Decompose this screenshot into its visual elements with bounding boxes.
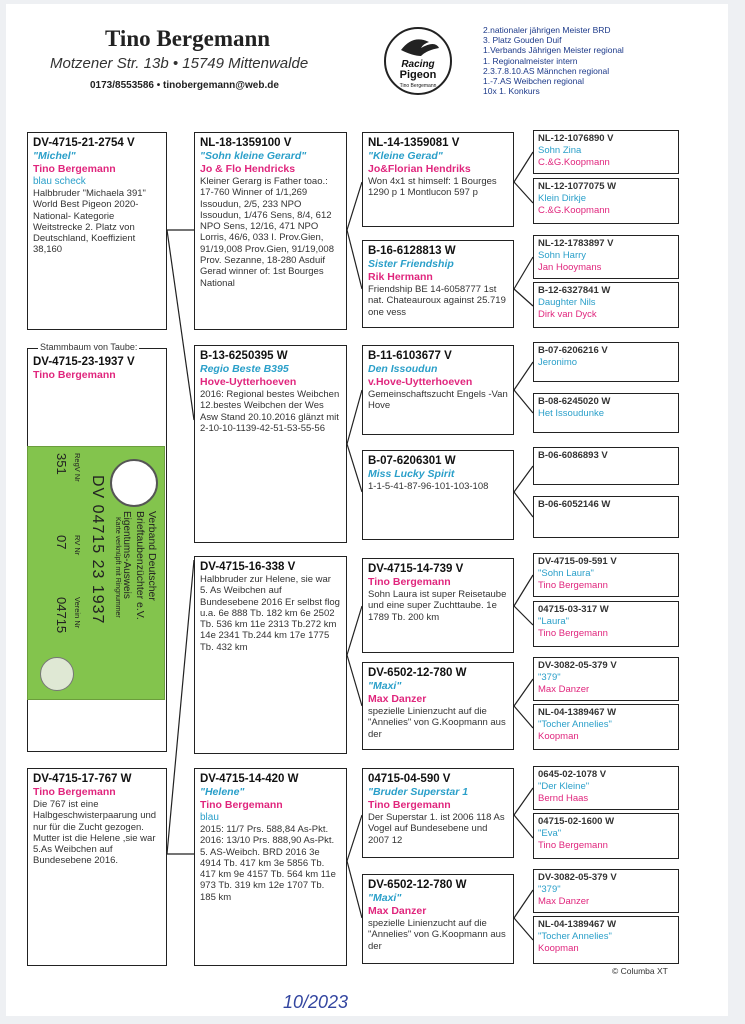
ring-number: B-13-6250395 W [200,350,288,362]
pigeon-description: spezielle Linienzucht auf die "Annelies" von G.Koopmann aus der [368,706,506,740]
ring-number: 04715-04-590 V [368,773,451,785]
owner-name: Rik Hermann [368,271,433,283]
pigeon-name: "Sohn kleine Gerard" [200,150,307,162]
owner-name: Tino Bergemann [200,799,283,811]
owner-name: Tino Bergemann [33,369,116,381]
owner-name: Hove-Uytterhoeven [200,376,297,388]
pigeon-ancestor: NL-12-1783897 V Sohn Harry Jan Hooymans [533,235,679,279]
achievement-item: 3. Platz Gouden Duif [483,35,562,46]
owner-name: Max Danzer [368,905,427,917]
stamp-icon [40,657,74,691]
pigeon-description: Sohn Laura ist super Reisetaube und eine super Zuchttaube. 1e 1789 Tb. 200 km [368,589,507,623]
logo-word-pigeon: Pigeon [399,69,437,81]
pigeon-ancestor: DV-3082-05-379 V "379" Max Danzer [533,657,679,701]
pigeon-grandparent [362,345,514,435]
pigeon-ancestor: DV-3082-05-379 V "379" Max Danzer [533,869,679,913]
pigeon-ancestor: NL-12-1077075 W Klein Dirkje C.&G.Koopmann [533,178,679,224]
ring-number: NL-14-1359081 V [368,137,460,149]
pigeon-name: "Helene" [200,786,245,798]
pigeon-parent [194,345,347,543]
pigeon-ancestor: B-12-6327841 W Daughter Nils Dirk van Dyck [533,282,679,328]
owner-name: Tino Bergemann [368,576,451,588]
pigeon-grandparent [362,662,514,750]
pigeon-description: Die 767 ist eine Halbgeschwisterpaarung und nur für die Zucht gezogen. Mutter ist die Helene ,sie war 5.As Weibchen auf Bundesebene 2016. [33,799,157,867]
pigeon-ancestor: NL-04-1389467 W "Tocher Annelies" Koopman [533,916,679,964]
pigeon-description: Gemeinschaftszucht Engels -Van Hove [368,389,508,412]
stammbaum-label: Stammbaum von Taube: [40,342,138,352]
pigeon-description: Kleiner Gerarg is Father toao.: 17-760 Winner of 1/1,269 Issoudun, 2/5, 233 NPO Issoudun, 1/476 Sens, 8/4, 612 NPO Sens, 12/16, 471 NPO Lorris, 46/6, 033 I. Prov.Gien, 91/19,008 Prov.Gien, 91/19,008 Prov. Sezanne, 18-280 Asduif Gerad winner of: 1st Bourges National [200,176,334,289]
pigeon-name: "Michel" [33,150,76,162]
pigeon-grandparent [362,240,514,328]
copyright-text: © Columba XT [612,966,668,976]
card-title: Verband Deutscher Brieftaubenzüchter e.V. [134,511,158,620]
pigeon-grandparent [362,874,514,964]
logo-word-owner: Tino Bergemann [399,83,437,89]
ring-number: NL-18-1359100 V [200,137,292,149]
pigeon-description: 1-1-5-41-87-96-101-103-108 [368,481,489,492]
logo-word-racing: Racing [401,59,435,70]
pigeon-name: "Bruder Superstar 1 [368,786,469,798]
owner-name: v.Hove-Uytterhoeven [368,376,473,388]
pigeon-main [27,132,167,330]
card-rv-label: RV Nr [73,535,82,556]
ring-number: DV-4715-17-767 W [33,773,132,785]
pigeon-name: "Maxi" [368,680,402,692]
card-reg-label: RegV Nr [73,453,82,482]
achievement-item: 1.-7.AS Weibchen regional [483,76,584,87]
pigeon-description: Halbbruder "Michaela 391" World Best Pigeon 2020- National- Kategorie Weitstrecke 2. Platz von Deutschland, Koeffizient 38,160 [33,188,146,256]
pigeon-ancestor: NL-12-1076890 V Sohn Zina C.&G.Koopmann [533,130,679,174]
achievement-item: 1. Regionalmeister intern [483,55,578,66]
ring-number: DV-6502-12-780 W [368,879,467,891]
ownership-card [27,446,165,700]
achievement-item: 2.nationaler jährigen Meister BRD [483,25,611,35]
pigeon-name: Den Issoudun [368,363,438,375]
pigeon-name: "Kleine Gerad" [368,150,443,162]
pigeon-description: Friendship BE 14-6058777 1st nat. Chateauroux against 25.719 one vess [368,284,506,318]
pigeon-ancestor: B-08-6245020 W Het Issoudunke [533,393,679,433]
pigeon-parent [194,132,347,330]
card-note: Karte verknüpft mit Ringnummer [114,517,121,618]
association-seal-icon [110,459,158,507]
pigeon-grandparent [362,768,514,858]
ring-number: B-07-6206301 W [368,455,456,467]
owner-name: Tino Bergemann [33,786,116,798]
pigeon-description: 2015: 11/7 Prs. 588,84 As-Pkt. 2016: 13/10 Prs. 888,90 As-Pkt. 5. AS-Weibch. BRD 2016 3e 4914 Tb. 417 km 3e 5856 Tb. 417 km 9e 4157 Tb. 564 km 11e 973 Tb. 319 km 12e 1707 Tb. 185 km [200,824,336,903]
ring-number: DV-4715-21-2754 V [33,137,135,149]
card-rv-value: 07 [54,535,69,550]
card-ring-number: DV 04715 23 1937 [89,475,106,625]
pigeon-ancestor: 04715-03-317 W "Laura" Tino Bergemann [533,601,679,647]
pigeon-description: Der Superstar 1. ist 2006 118 As Vogel auf Bundesebene und 2007 12 [368,812,505,846]
breeder-contact: 0173/8553586 • tinobergemann@web.de [90,80,279,91]
card-verein-label: Verein Nr [73,597,82,629]
pigeon-description: Halbbruder zur Helene, sie war 5. As Weibchen auf Bundesebene 2016 Er selbst flog u.a. 6e 888 Tb. 182 km 6e 2502 Tb. 536 km 11e 2313 Tb.272 km 14e 2341 Tb.244 km 17e 1775 Tb. 432 km [200,574,340,653]
pigeon-ancestor: B-07-6206216 V Jeronimo [533,342,679,382]
pigeon-name: "Maxi" [368,892,402,904]
pigeon-ancestor: B-06-6086893 V [533,447,679,485]
card-reg-value: 351 [54,453,69,475]
ring-number: DV-4715-14-739 V [368,563,464,575]
breeder-name: Tino Bergemann [105,26,271,51]
pigeon-ancestor: 04715-02-1600 W "Eva" Tino Bergemann [533,813,679,859]
pigeon-ancestor: DV-4715-09-591 V "Sohn Laura" Tino Bergemann [533,553,679,597]
pigeon-ancestor: B-06-6052146 W [533,496,679,538]
pigeon-ancestor: 0645-02-1078 V "Der Kleine" Bernd Haas [533,766,679,810]
pigeon-main-dam [27,768,167,966]
ring-number: DV-4715-23-1937 V [33,356,135,368]
pigeon-name: Sister Friendship [368,258,454,270]
pigeon-name: Miss Lucky Spirit [368,468,455,480]
pigeon-grandparent [362,450,514,540]
handwritten-date: 10/2023 [283,992,349,1012]
pigeon-color: blau scheck [33,176,86,187]
achievement-item: 1.Verbands Jährigen Meister regional [483,45,624,56]
pigeon-grandparent [362,132,514,227]
pigeon-parent [194,556,347,754]
owner-name: Tino Bergemann [33,163,116,175]
breeder-address: Motzener Str. 13b • 15749 Mittenwalde [50,55,309,72]
ring-number: DV-4715-14-420 W [200,773,299,785]
pigeon-description: 2016: Regional bestes Weibchen 12.bestes Weibchen der Wes Asw Stand 20.10.2016 glänzt mit 2-10-10-1139-42-51-53-55-56 [200,389,340,434]
ring-number: B-16-6128813 W [368,245,456,257]
pigeon-color: blau [200,812,219,823]
pigeon-description: Won 4x1 st himself: 1 Bourges 1290 p 1 Montlucon 597 p [368,176,497,199]
pigeon-grandparent [362,558,514,653]
pigeon-ancestor: NL-04-1389467 W "Tocher Annelies" Koopman [533,704,679,750]
owner-name: Jo&Florian Hendriks [368,163,471,175]
achievement-item: 10x 1. Konkurs [483,86,540,97]
pigeon-name: Regio Beste B395 [200,363,289,375]
owner-name: Jo & Flo Hendricks [200,163,296,175]
achievement-item: 2.3.7.8.10.AS Männchen regional [483,65,610,76]
ring-number: DV-6502-12-780 W [368,667,467,679]
owner-name: Max Danzer [368,693,427,705]
pigeon-description: spezielle Linienzucht auf die "Annelies" von G.Koopmann aus der [368,918,506,952]
card-verein-value: 04715 [54,597,69,634]
card-subtitle: Eigentums-Ausweis [121,511,132,599]
ring-number: B-11-6103677 V [368,350,452,362]
ring-number: DV-4715-16-338 V [200,561,296,573]
owner-name: Tino Bergemann [368,799,451,811]
pigeon-parent [194,768,347,966]
